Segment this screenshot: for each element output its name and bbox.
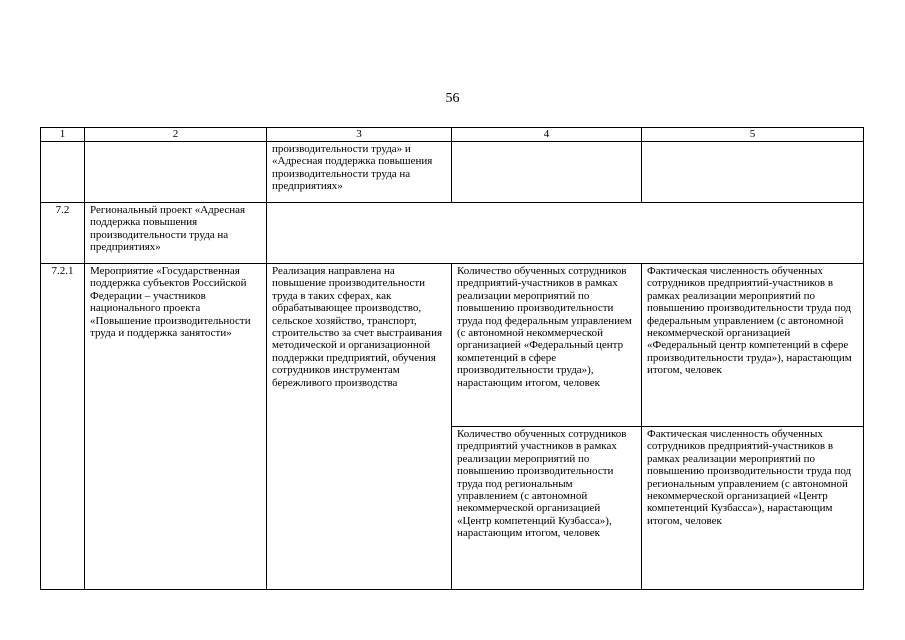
table-row-7-2: [41, 203, 864, 264]
header-col-4: 4: [452, 128, 642, 142]
indicator-federal: Количество обученных сотрудников предприятий-участников в рамках реализации мероприятий по повышению производительности труда под федеральным управлением (с автономной некоммерческой организацией «Федеральный центр компетенций в сфере производительности труда»), нарастающим итогом, человек: [452, 264, 642, 427]
header-col-3: 3: [267, 128, 452, 142]
cell-empty: [452, 142, 642, 203]
regional-project-title: Региональный проект «Адресная поддержка повышения производительности труда на предприятиях»: [85, 203, 267, 264]
continuation-text: производительности труда» и «Адресная поддержка повышения производительности труда на предприятиях»: [267, 142, 452, 203]
row-number: 7.2.1: [41, 264, 85, 590]
program-table: [40, 127, 864, 590]
page-number: 56: [445, 91, 460, 106]
result-regional: Фактическая численность обученных сотрудников предприятий-участников в рамках реализации мероприятий по повышению производительности труда под региональным управлением (с автономной некоммерческой организацией «Центр компетенций Кузбасса»), нарастающим итогом, человек: [642, 427, 864, 590]
table-row-continuation: [41, 142, 864, 203]
result-federal: Фактическая численность обученных сотрудников предприятий-участников в рамках реализации мероприятий по повышению производительности труда под федеральным управлением (с автономной некоммерческой организацией «Федеральный центр компетенций в сфере производительности труда»), нарастающим итогом, человек: [642, 264, 864, 427]
row-number: 7.2: [41, 203, 85, 264]
indicator-regional: Количество обученных сотрудников предприятий участников в рамках реализации мероприятий по повышению производительности труда под региональным управлением (с автономной некоммерческой организацией «Центр компетенций Кузбасса»), нарастающим итогом, человек: [452, 427, 642, 590]
cell-empty: [41, 142, 85, 203]
cell-empty: [85, 142, 267, 203]
header-col-2: 2: [85, 128, 267, 142]
header-col-1: 1: [41, 128, 85, 142]
event-title: Мероприятие «Государственная поддержка субъектов Российской Федерации – участников национального проекта «Повышение производительности труда и поддержка занятости»: [85, 264, 267, 590]
table-row-7-2-1: [41, 264, 864, 427]
header-col-5: 5: [642, 128, 864, 142]
table-header-row: [41, 128, 864, 142]
cell-empty: [267, 203, 864, 264]
event-description: Реализация направлена на повышение производительности труда в таких сферах, как обрабатывающее производство, сельское хозяйство, транспорт, строительство за счет выстраивания методической и организационной поддержки предприятий, обучения сотрудников инструментам бережливого производства: [267, 264, 452, 590]
cell-empty: [642, 142, 864, 203]
